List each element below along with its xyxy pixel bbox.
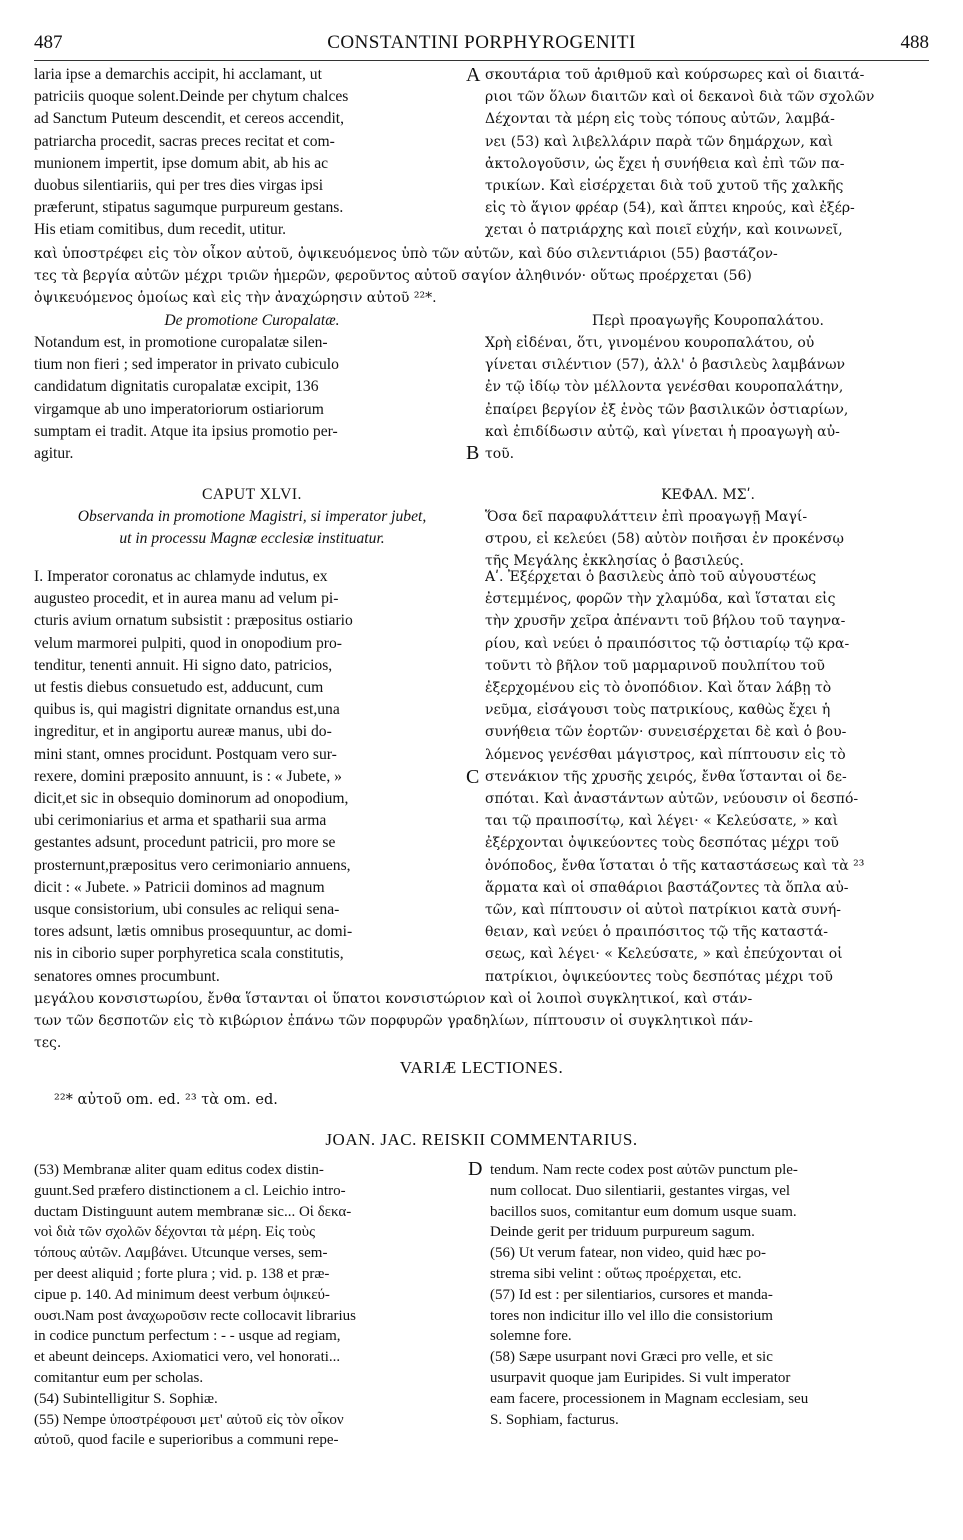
text-line: ut festis diebus consuetudo est, adducunt, cum [34,679,324,697]
text-line: Αʹ. Ἐξέρχεται ὁ βασιλεὺς ἀπὸ τοῦ αὐγουστέως [485,569,817,585]
text-line: sumptam ei tradit. Atque ita ipsius promotio per- [34,422,338,440]
text-line: ται τῷ πραιποσίτῳ, καὶ λέγει· « Κελεύσατε, » καὶ [485,813,839,830]
latin-chapter-heading: CAPUT XLVI. [202,486,302,503]
text-line: συνήθεια τῶν ἑορτῶν· συνεισέρχεται δὲ καὶ ὁ βου- [485,724,847,741]
note-line: νοὶ διὰ τῶν σχολῶν δέχονται τὰ μέρη. Εἰς τοὺς [34,1224,316,1241]
margin-letter-c: C [466,766,480,788]
running-title: CONSTANTINI PORPHYROGENITI [327,32,636,53]
text-line: tium non fieri ; sed imperator in privato cubiculo [34,356,339,374]
text-line: patriciis quoque solent.Deinde per chytum chalces [34,88,349,106]
text-line: τρικίων. Καὶ εἰσέρχεται διὰ τοῦ χυτοῦ τῆς χαλκῆς [485,178,844,195]
note-line: ductam Distinguunt autem membranæ sic... Οἱ δεκα- [34,1203,352,1220]
text-line: ἐξέρχονται ὀψικεύοντες τοὺς δεσπότας μέχρι τοῦ [485,835,839,852]
note-line: usurpavit quoque jam Euripides. Si vult imperator [490,1369,791,1386]
text-line: tenditur, tenenti annuit. Hi signo dato, patricios, [34,656,333,674]
text-line: Observanda in promotione Magistri, si imperator jubet, [77,508,427,525]
notes-left-column [34,1160,464,1451]
text-line: ρίου, καὶ νεύει ὁ πραιπόσιτος τῷ ὀστιαρίῳ τῷ κρα- [485,635,850,652]
text-line: ἐξερχομένου εἰς τὸ ὀνοπόδιον. Καὶ ὅταν λάβῃ τὸ [485,680,832,697]
note-line: (54) Subintelligitur S. Sophiæ. [34,1390,218,1407]
latin-heading-curopalata: De promotione Curopalatæ. [164,312,340,329]
margin-letter-a: A [466,64,481,86]
text-line: νεῦμα, εἰσάγουσι τοὺς πατρικίους, καθὼς ἔχει ἡ [485,702,831,719]
text-line: θειαν, καὶ νεύει ὁ πραιπόσιτος τῷ τῆς καταστά- [485,924,828,941]
text-line: σεως, καὶ λέγει· « Κελεύσατε, » καὶ ἐπεύχονται οἱ [485,946,843,963]
greek-column-main [485,566,931,988]
text-line: ὀψικευόμενος ὁμοίως καὶ εἰς τὴν ἀναχώρησιν αὐτοῦ ²²*. [34,290,437,307]
header-rule [34,60,929,61]
latin-column-mid [34,332,470,465]
text-line: mini stant, omnes procidunt. Postquam vero sur- [34,745,337,763]
page-number-right: 488 [900,32,929,53]
text-line: ad Sanctum Puteum descendit, et cereos accendit, [34,110,345,128]
text-line: senatores omnes procumbunt. [34,967,220,985]
text-line: καὶ ἐπιδίδωσιν αὐτῷ, καὶ γίνεται ἡ προαγωγὴ αὐ- [485,423,840,440]
text-line: usque consistorium, ubi consules ac reliqui sena- [34,901,340,919]
latin-column-main [34,566,470,988]
text-line: σκουτάρια τοῦ ἀριθμοῦ καὶ κούρσωρες καὶ οἱ διαιτά- [485,67,865,83]
text-line: Χρὴ εἰδέναι, ὅτι, γινομένου κουροπαλάτου, οὐ [485,335,815,351]
text-line: nis in ciborio super porphyretica scala constitutis, [34,945,344,963]
text-line: τὴν χρυσῆν χεῖρα ἀπέναντι τοῦ βήλου τοῦ ταγηνα- [485,613,846,630]
text-line: τες. [34,1035,62,1052]
text-line: τες τὰ βεργία αὐτῶν μέχρι τριῶν ἡμερῶν, φεροῦντος αὐτοῦ σαγίον ἀληθινόν· οὕτως προέρχεται (56) [34,268,752,285]
note-line: (56) Ut verum fatear, non video, quid hæc po- [490,1245,766,1262]
note-line: bacillos suos, comitantur eum domum usque suam. [490,1203,797,1220]
text-line: τοῦ. [485,446,515,463]
text-line: πατρίκιοι, ὀψικεύοντες τοὺς δεσπότας μέχρι τοῦ [485,968,833,985]
page-number-left: 487 [34,32,63,53]
text-line: σπόται. Καὶ ἀναστάντων αὐτῶν, νεύουσιν οἱ δεσπό- [485,791,859,808]
text-line: ἅρματα καὶ οἱ σπαθάριοι βαστάζοντες τὰ ὅπλα αὐ- [485,879,849,896]
text-line: ut in processu Magnæ ecclesiæ instituatur. [119,530,385,548]
note-line: ουσι.Nam post ἀναχωροῦσιν recte collocavit librarius [34,1307,356,1324]
text-line: στρου, εἰ κελεύει (58) αὐτὸν ποιῆσαι ἐν προκένσῳ [485,531,844,548]
text-line: ubi cerimoniarius et arma et spatharii sua arma [34,812,327,830]
note-line: num collocat. Duo silentiarii, gestantes virgas, vel [490,1182,791,1199]
note-line: per deest aliquid ; forte plura ; vid. p. 138 et præ- [34,1265,330,1282]
text-line: quibus is, qui magistri dignitate ornandus est,una [34,701,340,719]
text-line: duobus silentiariis, qui per tres dies virgas ipsi [34,177,324,195]
note-line: (53) Membranæ aliter quam editus codex distin- [34,1162,324,1178]
greek-column-mid [485,332,931,465]
text-line: tores adsunt, lætis omnibus prosequuntur, ac domi- [34,923,353,941]
commentary-heading: JOAN. JAC. REISKII COMMENTARIUS. [325,1130,638,1149]
note-line: (58) Sæpe usurpant novi Græci pro velle, et sic [490,1349,773,1366]
text-line: munionem impertit, ipse domum abit, ab his ac [34,154,329,172]
note-line: S. Sophiam, facturus. [490,1411,619,1428]
margin-letter-b: B [466,442,480,464]
greek-column-top [485,64,931,242]
note-line: et abeunt deinceps. Axiomatici vero, vel honorati... [34,1349,341,1366]
text-line: laria ipse a demarchis accipit, hi acclamant, ut [34,66,322,83]
text-line: rexere, domini præposito annuunt, is : « Jubete, » [34,767,342,785]
text-line: velum marmorei pulpiti, quod in onopodium pro- [34,634,342,652]
text-line: ριοι τῶν ὅλων διαιτῶν καὶ οἱ δεκανοὶ διὰ τῶν σχολῶν [485,89,875,106]
text-line: Δέχονται τὰ μέρη εἰς τοὺς τόπους αὐτῶν, λαμβά- [485,111,835,128]
text-line: εἰς τὸ ἅγιον φρέαρ (54), καὶ ἅπτει κηρούς, καὶ ἐξέρ- [485,200,855,217]
greek-full-width-2 [34,988,931,1055]
text-line: των τῶν δεσποτῶν εἰς τὸ κιβώριον ἐπάνω τῶν πορφυρῶν γραδηλίων, πίπτουσιν οἱ συγκλητικοὶ πάν- [34,1013,753,1030]
text-line: ἐπαίρει βεργίον ἐξ ἑνὸς τῶν βασιλικῶν ὀστιαρίων, [485,401,849,418]
note-line: Deinde gerit per triduum purpureum sagum. [490,1224,755,1241]
text-line: dicit : « Jubete. » Patricii dominos ad magnum [34,878,325,896]
text-line: Ὅσα δεῖ παραφυλάττειν ἐπὶ προαγωγῇ Μαγί- [485,509,808,525]
text-line: cturis avium ornatum subsistit : præpositus ostiario [34,612,353,630]
text-line: ἐν τῷ ἰδίῳ τὸν μέλλοντα γενέσθαι κουροπαλάτην, [485,379,844,396]
note-line: comitantur eum per scholas. [34,1369,204,1386]
text-line: augusteo procedit, et in aurea manu ad velum pi- [34,590,339,608]
text-line: candidatum dignitatis curopalatæ excipit, 136 [34,378,319,396]
text-line: τῶν, καὶ πίπτουσιν οἱ αὐτοὶ πατρίκιοι κατὰ συνή- [485,902,842,919]
text-line: ἀκτολογοῦσιν, ὡς ἔχει ἡ συνήθεια καὶ ἐπὶ τῶν πα- [485,155,845,172]
note-line: solemne fore. [490,1328,572,1345]
text-line: τοῦντι τὸ βῆλον τοῦ μαρμαρινοῦ πουλπίτου τοῦ [485,657,825,674]
text-line: dicit,et sic in obsequio dominorum ad onopodium, [34,790,349,808]
text-line: virgamque ab uno imperatoriorum ostiariorum [34,400,324,418]
greek-full-width-1 [34,243,931,310]
text-line: στενάκιον τῆς χρυσῆς χειρός, ἔνθα ἵστανται οἱ δε- [485,768,847,785]
greek-chapter-heading: ΚΕΦΑΛ. ΜΣʹ. [661,487,755,503]
variae-lectiones-text: ²²* αὐτοῦ om. ed. ²³ τὰ om. ed. [54,1092,278,1108]
text-line: Notandum est, in promotione curopalatæ silen- [34,334,328,351]
note-line: αὐτοῦ, quod facile e superioribus a communi repe- [34,1432,339,1449]
text-line: καὶ ὑποστρέφει εἰς τὸν οἶκον αὐτοῦ, ὀψικευόμενος ὑπὸ τῶν αὐτῶν, καὶ δύο σιλεντιάριοι (55) βαστάζον- [34,246,778,262]
text-line: λόμενος γενέσθαι μάγιστρος, καὶ πίπτουσιν εἰς τὸ [485,746,846,763]
note-line: τόπους αὐτῶν. Λαμβάνει. Utcunque verses, sem- [34,1245,328,1262]
text-line: I. Imperator coronatus ac chlamyde indutus, ex [34,568,328,585]
text-line: ἐστεμμένος, φορῶν τὴν χλαμύδα, καὶ ἵσταται εἰς [485,591,836,608]
note-line: eam facere, processionem in Magnam ecclesiam, seu [490,1390,809,1407]
note-line: in codice punctum perfectum : - - usque ad regiam, [34,1328,341,1345]
greek-heading-curopalata: Περὶ προαγωγῆς Κουροπαλάτου. [592,313,824,329]
latin-column-top [34,64,470,242]
text-line: præferunt, stipatus sagumque purpureum gestans. [34,199,344,217]
text-line: gestantes adsunt, procedunt patricii, pro more se [34,834,336,852]
text-line: μεγάλου κονσιστωρίου, ἔνθα ἵστανται οἱ ὕπατοι κονσιστώριον καὶ οἱ λοιποὶ συγκλητικοί, καὶ στάν- [34,991,753,1007]
text-line: ὀνόποδος, ἔνθα ἵσταται ὁ τῆς καταστάσεως καὶ τὰ ²³ [485,857,865,874]
variae-lectiones-heading: VARIÆ LECTIONES. [399,1058,564,1077]
text-line: prosternunt,præpositus vero cerimoniario annuens, [34,856,351,874]
text-line: τῆς Μεγάλης ἐκκλησίας ὁ βασιλεύς. [485,553,744,570]
note-line: guunt.Sed præfero distinctionem a cl. Leichio intro- [34,1182,346,1199]
text-line: γίνεται σιλέντιον (57), ἀλλ' ὁ βασιλεὺς λαμβάνων [485,357,846,374]
text-line: ingreditur, et in angiportu aureæ manus, ubi do- [34,723,332,741]
note-line: tendum. Nam recte codex post αὐτῶν punctum ple- [490,1162,798,1178]
text-line: νει (53) καὶ λιβελλάριν παρὰ τῶν δημάρχων, καὶ [485,133,834,150]
text-line: His etiam comitibus, dum recedit, utitur. [34,221,287,239]
note-line: strema sibi velint : οὕτως προέρχεται, etc. [490,1265,742,1282]
note-line: (55) Nempe ὑποστρέφουσι μετ' αὐτοῦ εἰς τὸν οἶκον [34,1411,344,1428]
margin-letter-d: D [468,1158,483,1180]
text-line: χεται ὁ πατριάρχης καὶ ποιεῖ εὐχήν, καὶ κοινωνεῖ, [485,222,843,239]
greek-chapter-title [485,506,931,573]
note-line: cipue p. 140. Ad minimum deest verbum ὀψικεύ- [34,1286,330,1303]
latin-chapter-title [34,506,470,550]
text-line: agitur. [34,445,74,463]
text-line: patriarcha procedit, sacras preces recitat et com- [34,132,335,150]
notes-right-column [490,1160,930,1430]
note-line: tores non indicitur illo vel illo die consistorium [490,1307,773,1324]
page-header [34,32,929,58]
note-line: (57) Id est : per silentiarios, cursores et manda- [490,1286,773,1303]
